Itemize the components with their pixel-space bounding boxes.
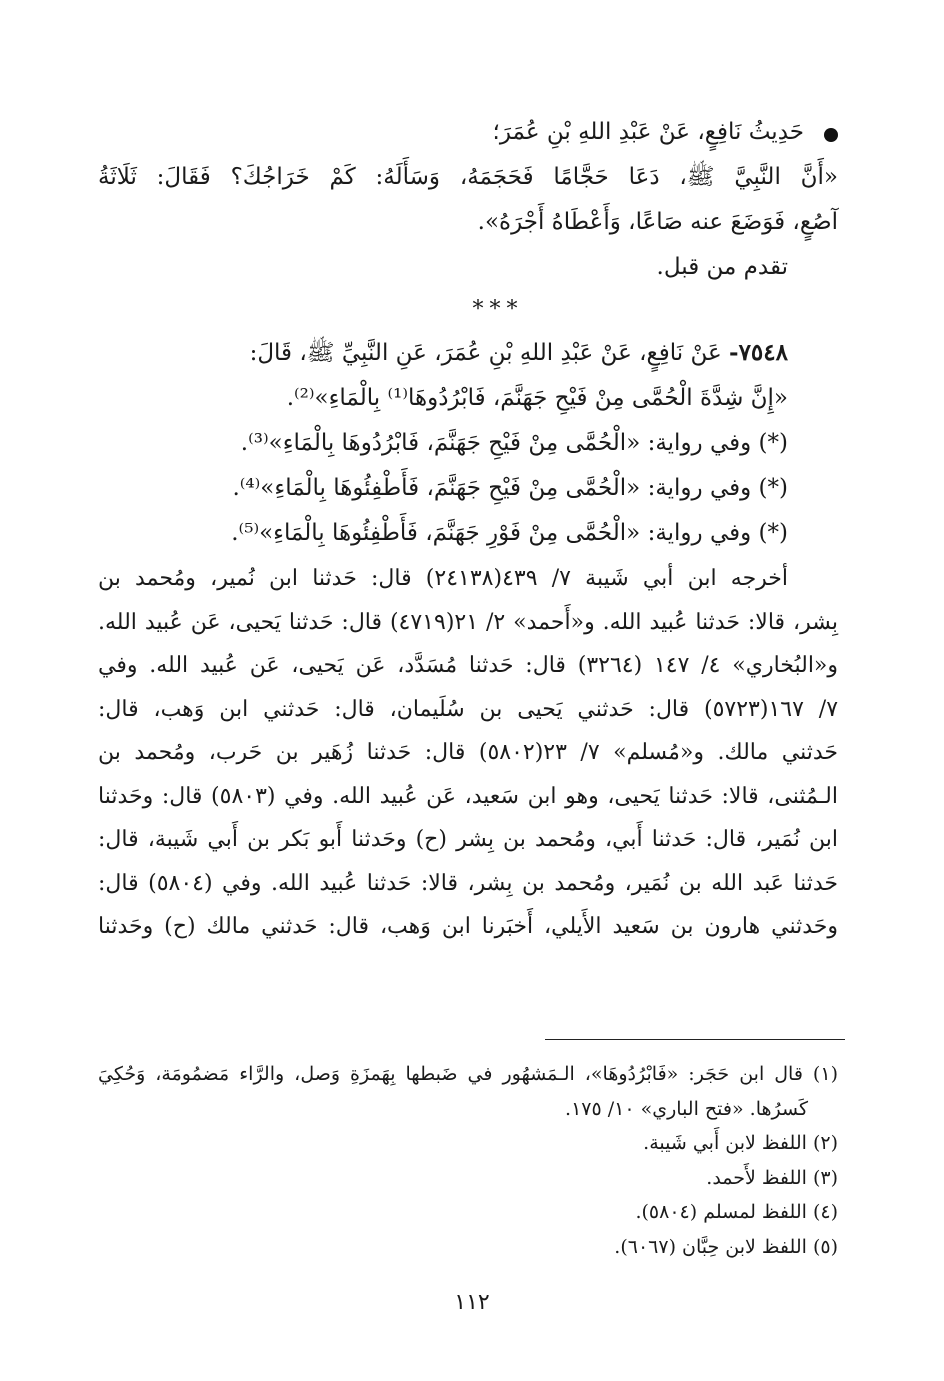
- main-text: [98, 110, 838, 949]
- riwaya-1: (*) وفي رواية: «الْحُمَّى مِنْ فَيْحِ جَهَنَّمَ، فَابْرُدُوهَا بِالْمَاءِ»⁽³⁾.: [240, 430, 788, 456]
- takhrij-line: أخرجه ابن أبي شَيبة ٧/ ٤٣٩(٢٤١٣٨) قال: حَدثنا ابن نُمير، ومُحمد بن: [98, 566, 789, 591]
- takhrij-line: حَدثنا عَبد الله بن نُمَير، ومُحمد بن بِشر، قالا: حَدثنا عُبيد الله. وفي (٥٨٠٤) قال:: [98, 870, 838, 896]
- footnotes: [98, 1057, 838, 1264]
- intro-text: حَدِيثُ نَافِعٍ، عَنْ عَبْدِ اللهِ بْنِ عُمَرَ؛: [492, 119, 804, 145]
- hadith-text: «إِنَّ شِدَّةَ الْحُمَّى مِنْ فَيْحِ جَهَنَّمَ، فَابْرُدُوهَا⁽¹⁾ بِالْمَاءِ»⁽²⁾.: [286, 385, 788, 411]
- intro-line: [98, 110, 838, 155]
- footnote-2: (٢) اللفظ لابن أَبي شَيبة.: [643, 1132, 838, 1154]
- footnote-1: (١) قال ابن حَجَر: «فَابْرُدُوهَا»، الـمَشهُور في ضَبطها بِهَمزَةِ وَصل، والرَّاء مَضمُومَة، وَحُكِيَ: [98, 1063, 838, 1085]
- takhrij-line: الـمُثنى، قالا: حَدثنا يَحيى، وهو ابن سَعيد، عَن عُبيد الله. وفي (٥٨٠٣) قال: وحَدثنا: [98, 783, 838, 809]
- quote-line-1: «أَنَّ النَّبِيَّ ﷺ، دَعَا حَجَّامًا فَحَجَمَهُ، وَسَأَلَهُ: كَمْ خَرَاجُكَ؟ فَقَالَ: ثَلَاثَةُ: [98, 164, 838, 190]
- takhrij-line: بِشر، قالا: حَدثنا عُبيد الله. و«أَحمد» ٢/ ٢١(٤٧١٩) قال: حَدثنا يَحيى، عَن عُبيد الله.: [98, 609, 838, 635]
- takhrij-line: و«البُخاري» ٤/ ١٤٧ (٣٢٦٤) قال: حَدثنا مُسَدَّد، عَن يَحيى، عَن عُبيد الله. وفي: [98, 653, 839, 678]
- footnote-3: (٣) اللفظ لأَحمد.: [706, 1166, 838, 1189]
- page-number: ١١٢: [454, 1290, 490, 1315]
- footnote-5: (٥) اللفظ لابن حِبَّان (٦٠٦٧).: [614, 1235, 838, 1258]
- mentioned-before-note: تقدم من قبل.: [656, 254, 788, 280]
- hadith-isnad: عَنْ نَافِعٍ، عَنْ عَبْدِ اللهِ بْنِ عُمَرَ، عَنِ النَّبِيِّ ﷺ، قَالَ:: [249, 340, 722, 366]
- takhrij-line: ٧/ ١٦٧(٥٧٢٣) قال: حَدثني يَحيى بن سُلَيمان، قال: حَدثني ابن وَهب، قال:: [98, 696, 839, 722]
- hadith-number: ٧٥٤٨-: [729, 339, 788, 366]
- riwaya-3: (*) وفي رواية: «الْحُمَّى مِنْ فَوْرِ جَهَنَّمَ، فَأَطْفِئُوهَا بِالْمَاءِ»⁽⁵⁾.: [231, 520, 788, 546]
- footnote-separator: [545, 1039, 845, 1040]
- hadith-header: [98, 330, 838, 376]
- takhrij-line: حَدثني مالك. و«مُسلم» ٧/ ٢٣(٥٨٠٢) قال: حَدثنا زُهَير بن حَرب، ومُحمد بن: [98, 740, 838, 765]
- footnote-1-continuation: كَسرُها. «فتح الباري» ١٠/ ١٧٥.: [565, 1097, 808, 1120]
- riwaya-2: (*) وفي رواية: «الْحُمَّى مِنْ فَيْحِ جَهَنَّمَ، فَأَطْفِئُوهَا بِالْمَاءِ»⁽⁴⁾.: [232, 475, 788, 501]
- quote-line-2: آصُعٍ، فَوَضَعَ عنه صَاعًا، وَأَعْطَاهُ أَجْرَهُ».: [477, 209, 838, 235]
- section-divider-stars: ***: [472, 297, 524, 322]
- takhrij-line: وحَدثني هارون بن سَعيد الأَيلي، أَخبَرنا ابن وَهب، قال: حَدثني مالك (ح) وحَدثنا: [98, 914, 838, 939]
- footnote-4: (٤) اللفظ لمسلم (٥٨٠٤).: [635, 1201, 838, 1223]
- takhrij-line: ابن نُمَير، قال: حَدثنا أَبي، ومُحمد بن بِشر (ح) وحَدثنا أَبو بَكر بن أَبي شَيبة، قال:: [98, 827, 838, 852]
- bullet-icon: [824, 128, 838, 142]
- takhrij-paragraph: [98, 557, 838, 949]
